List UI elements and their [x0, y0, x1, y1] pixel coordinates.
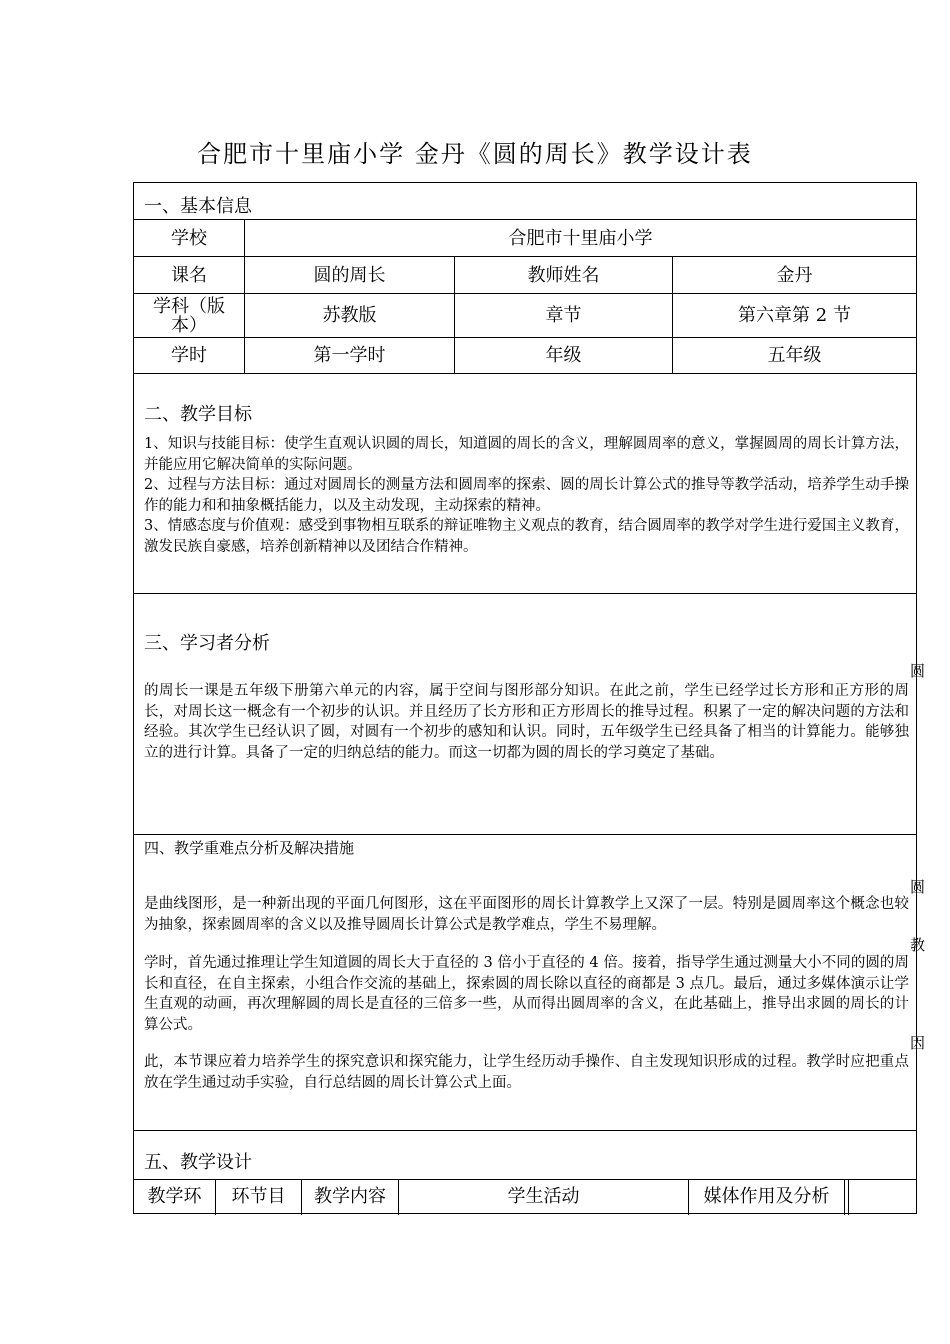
design-header-goal: 环节目 [231, 1186, 286, 1207]
design-header-media: 媒体作用及分析 [703, 1186, 830, 1207]
section2-heading: 二、教学目标 [144, 404, 252, 425]
objective-3: 3、情感态度与价值观：感受到事物相互联系的辩证唯物主义观点的教育，结合圆周率的教学对学生进行爱国主义教育，激发民族自豪感，培养创新精神以及团结合作精神。 [144, 518, 909, 555]
difficulty-para-3: 此，本节课应着力培养学生的探究意识和探究能力，让学生经历动手操作、自主发现知识形成的过程。教学时应把重点放在学生通过动手实验，自行总结圆的周长计算公式上面。 [144, 1054, 909, 1091]
objective-2: 2、过程与方法目标：通过对圆周长的测量方法和圆周率的探索、圆的周长计算公式的推导等教学活动，培养学生动手操作的能力和和抽象概括能力，以及主动发现，主动探索的精神。 [144, 477, 909, 514]
course-label: 课名 [171, 264, 207, 286]
section1-heading: 一、基本信息 [144, 196, 252, 217]
stray-char-1: 圆 [910, 662, 926, 680]
design-header-stage: 教学环 [147, 1186, 202, 1207]
course-value: 圆的周长 [313, 264, 386, 286]
school-label: 学校 [171, 227, 207, 249]
school-value: 合肥市十里庙小学 [508, 227, 653, 249]
section4-heading: 四、教学重难点分析及解决措施 [144, 839, 355, 857]
section3-heading: 三、学习者分析 [144, 633, 270, 654]
stray-char-4: 因 [910, 1034, 926, 1052]
chapter-value: 第六章第 2 节 [738, 305, 851, 326]
stray-char-3: 教 [910, 936, 926, 954]
subject-label: 学科（版本） [153, 295, 225, 336]
design-table [133, 182, 917, 1214]
hours-label: 学时 [171, 345, 207, 366]
subject-value: 苏教版 [322, 305, 377, 326]
design-header-activity: 学生活动 [507, 1186, 580, 1207]
learner-analysis: 的周长一课是五年级下册第六单元的内容，属于空间与图形部分知识。在此之前，学生已经学过长方形和正方形的周长，对周长这一概念有一个初步的认识。并且经历了长方形和正方形周长的推导过程。积累了一定的解决问题的方法和经验。其次学生已经认识了圆，对圆有一个初步的感知和认识。同时，五年级学生已经具备了相当的计算能力。能够独立的进行计算。具备了一定的归纳总结的能力。而这一切都为圆的周长的学习奠定了基础。 [144, 683, 909, 761]
teacher-value: 金丹 [776, 264, 813, 286]
hours-value: 第一学时 [313, 345, 386, 366]
difficulty-para-1: 是曲线图形，是一种新出现的平面几何图形，这在平面图形的周长计算教学上又深了一层。特别是圆周率这个概念也较为抽象，探索圆周率的含义以及推导圆周长计算公式是教学难点，学生不易理解。 [144, 896, 909, 933]
chapter-label: 章节 [545, 305, 582, 326]
section5-heading: 五、教学设计 [144, 1152, 252, 1173]
objective-1: 1、知识与技能目标：使学生直观认识圆的周长，知道圆的周长的含义，理解圆周率的意义，掌握圆周的周长计算方法，并能应用它解决简单的实际问题。 [144, 436, 909, 473]
page-title: 合肥市十里庙小学 金丹《圆的周长》教学设计表 [197, 140, 753, 168]
design-header-content: 教学内容 [314, 1186, 386, 1207]
grade-label: 年级 [545, 345, 582, 366]
stray-char-2: 圆 [910, 878, 926, 896]
teacher-label: 教师姓名 [527, 264, 600, 286]
difficulty-para-2: 学时，首先通过推理让学生知道圆的周长大于直径的 3 倍小于直径的 4 倍。接着，指导学生通过测量大小不同的圆的周长和直径，在自主探索，小组合作交流的基础上，探索圆的周长除以直径的商都是 3 点几。最后，通过多媒体演示让学生直观的动画，再次理解圆的周长是直径的三倍多一些，从而得出圆周率的含义，在此基础上，推导出求圆的周长的计算公式。 [144, 955, 909, 1033]
grade-value: 五年级 [767, 345, 822, 366]
